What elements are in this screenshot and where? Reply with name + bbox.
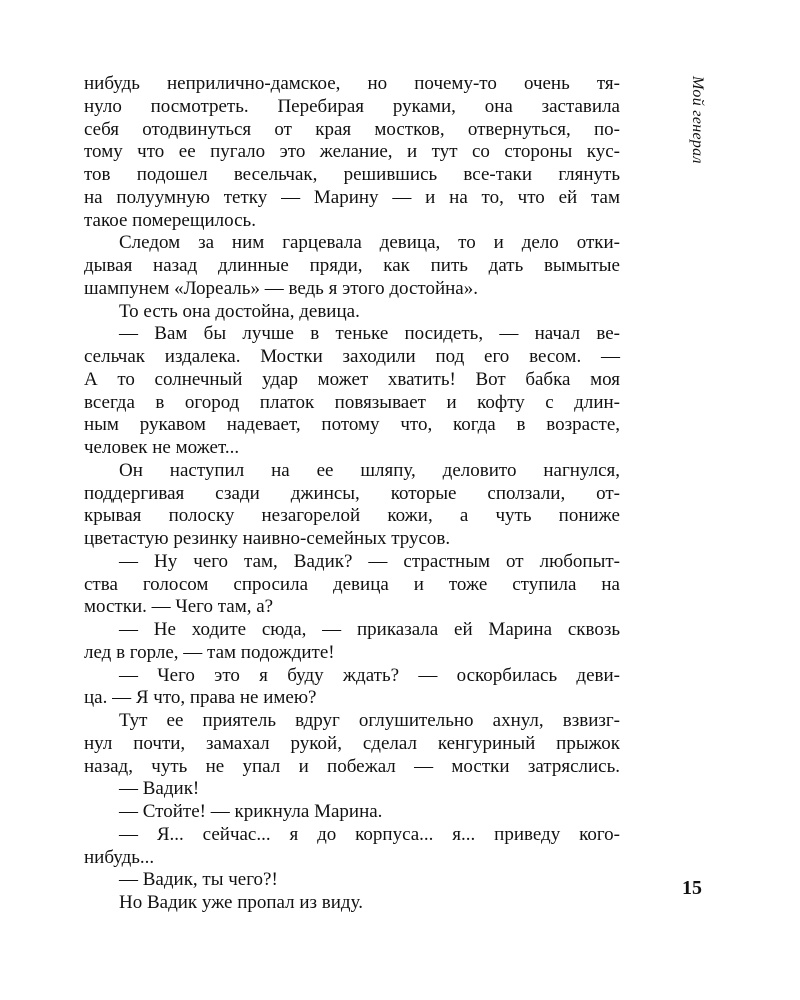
text-line: Тут ее приятель вдруг оглушительно ахнул, взвизг- — [119, 710, 620, 731]
text-line: Следом за ним гарцевала девица, то и дело отки- — [119, 232, 620, 254]
text-line: дывая назад длинные пряди, как пить дать вымытые — [84, 255, 620, 276]
text-line: То есть она достойна, девица. — [119, 300, 360, 322]
text-line: сельчак издалека. Мостки заходили под его весом. — — [84, 346, 620, 367]
text-line: Но Вадик уже пропал из виду. — [119, 892, 363, 913]
text-line: — Вам бы лучше в теньке посидеть, — начал ве- — [119, 323, 620, 345]
text-line: нул почти, замахал рукой, сделал кенгуриный прыжок — [84, 732, 620, 754]
text-line: — Я... сейчас... я до корпуса... я... приведу кого- — [119, 823, 620, 845]
body-text — [84, 73, 620, 915]
text-line: — Стойте! — крикнула Марина. — [119, 801, 383, 822]
text-line: такое померещилось. — [84, 209, 256, 231]
text-line: мостки. — Чего там, а? — [84, 596, 274, 618]
text-line: ства голосом спросила девица и тоже ступила на — [84, 573, 620, 595]
text-line: — Ну чего там, Вадик? — страстным от любопыт- — [119, 550, 620, 572]
text-line: нибудь... — [84, 846, 155, 868]
text-line: нуло посмотреть. Перебирая руками, она заставила — [84, 95, 620, 117]
text-line: ным рукавом надевает, потому что, когда в возрасте, — [84, 414, 620, 436]
text-line: поддергивая сзади джинсы, которые сползали, от- — [84, 482, 620, 504]
text-line: на полуумную тетку — Марину — и на то, что ей там — [84, 186, 620, 208]
text-line: тов подошел весельчак, решившись все-таки глянуть — [84, 164, 620, 185]
text-line: шампунем «Лореаль» — ведь я этого достойна». — [84, 277, 478, 299]
text-line: — Не ходите сюда, — приказала ей Марина сквозь — [119, 619, 620, 640]
page-number: 15 — [682, 877, 702, 899]
text-line: Он наступил на ее шляпу, деловито нагнулся, — [119, 459, 620, 481]
text-line: лед в горле, — там подождите! — [84, 641, 335, 663]
text-line: ца. — Я что, права не имею? — [84, 687, 317, 709]
text-line: цветастую резинку наивно-семейных трусов. — [84, 528, 451, 549]
running-head — [684, 76, 714, 196]
text-line: А то солнечный удар может хватить! Вот бабка моя — [84, 368, 620, 390]
text-line: — Вадик! — [119, 778, 200, 800]
text-line: тому что ее пугало это желание, и тут со стороны кус- — [84, 141, 620, 163]
text-line: назад, чуть не упал и побежал — мостки затряслись. — [84, 755, 620, 777]
text-line: себя отодвинуться от края мостков, отвернуться, по- — [84, 118, 620, 140]
text-line: — Вадик, ты чего?! — [119, 869, 278, 891]
text-line: нибудь неприлично-дамское, но почему-то очень тя- — [84, 73, 620, 94]
text-line: человек не может... — [84, 437, 240, 458]
text-line: крывая полоску незагорелой кожи, а чуть пониже — [84, 505, 620, 527]
text-line: — Чего это я буду ждать? — оскорбилась деви- — [119, 664, 620, 686]
text-line: всегда в огород платок повязывает и кофту с длин- — [84, 391, 620, 413]
running-head-title: Мой генерал — [689, 76, 706, 164]
